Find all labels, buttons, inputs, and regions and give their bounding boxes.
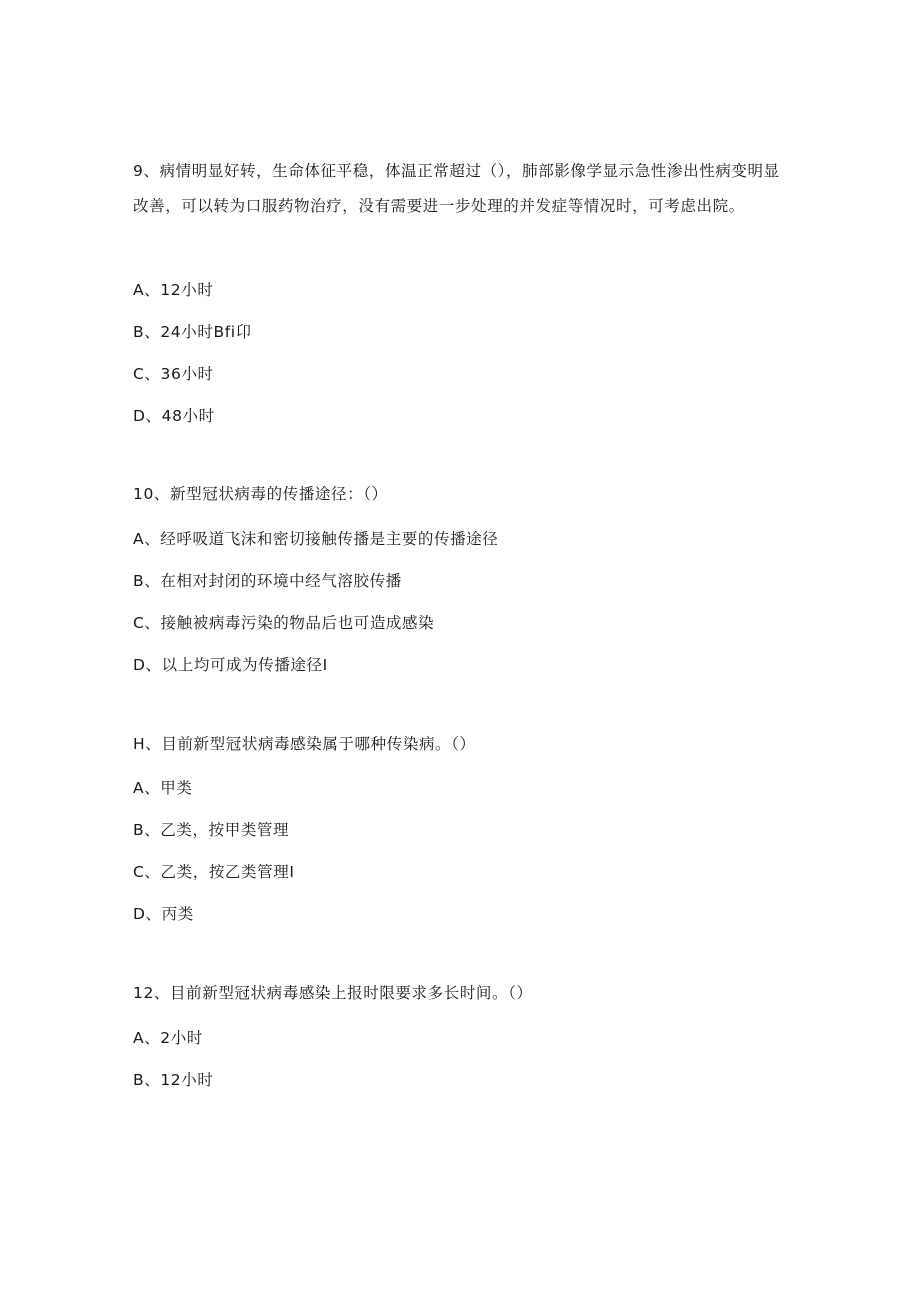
question-12-option-a: A、2小时 (133, 1029, 203, 1047)
question-11-option-a: A、甲类 (133, 779, 193, 797)
question-10-option-a: A、经呼吸道飞沫和密切接触传播是主要的传播途径 (133, 530, 499, 548)
question-10-stem: 10、新型冠状病毒的传播途径：（） (133, 485, 388, 503)
question-9-option-c: C、36小时 (133, 365, 214, 383)
question-11-stem: H、目前新型冠状病毒感染属于哪种传染病。（） (133, 735, 476, 753)
question-9-option-b: B、24小时Bfi卬 (133, 323, 252, 341)
question-9-option-a: A、12小时 (133, 281, 214, 299)
question-11-option-d: D、丙类 (133, 905, 194, 923)
question-11-option-c: C、乙类，按乙类管理I (133, 863, 295, 881)
question-10-option-d: D、以上均可成为传播途径I (133, 656, 328, 674)
question-11-option-b: B、乙类，按甲类管理 (133, 821, 290, 839)
question-10-option-b: B、在相对封闭的环境中经气溶胶传播 (133, 572, 402, 590)
question-9-stem: 9、病情明显好转，生命体征平稳，体温正常超过（），肺部影像学显示急性渗出性病变明显改善，可以转为口服药物治疗，没有需要进一步处理的并发症等情况时，可考虑出院。 (133, 162, 780, 215)
question-9-option-d: D、48小时 (133, 407, 215, 425)
question-12-stem: 12、目前新型冠状病毒感染上报时限要求多长时间。（） (133, 984, 533, 1002)
question-12-option-b: B、12小时 (133, 1071, 214, 1089)
question-10-option-c: C、接触被病毒污染的物品后也可造成感染 (133, 614, 435, 632)
